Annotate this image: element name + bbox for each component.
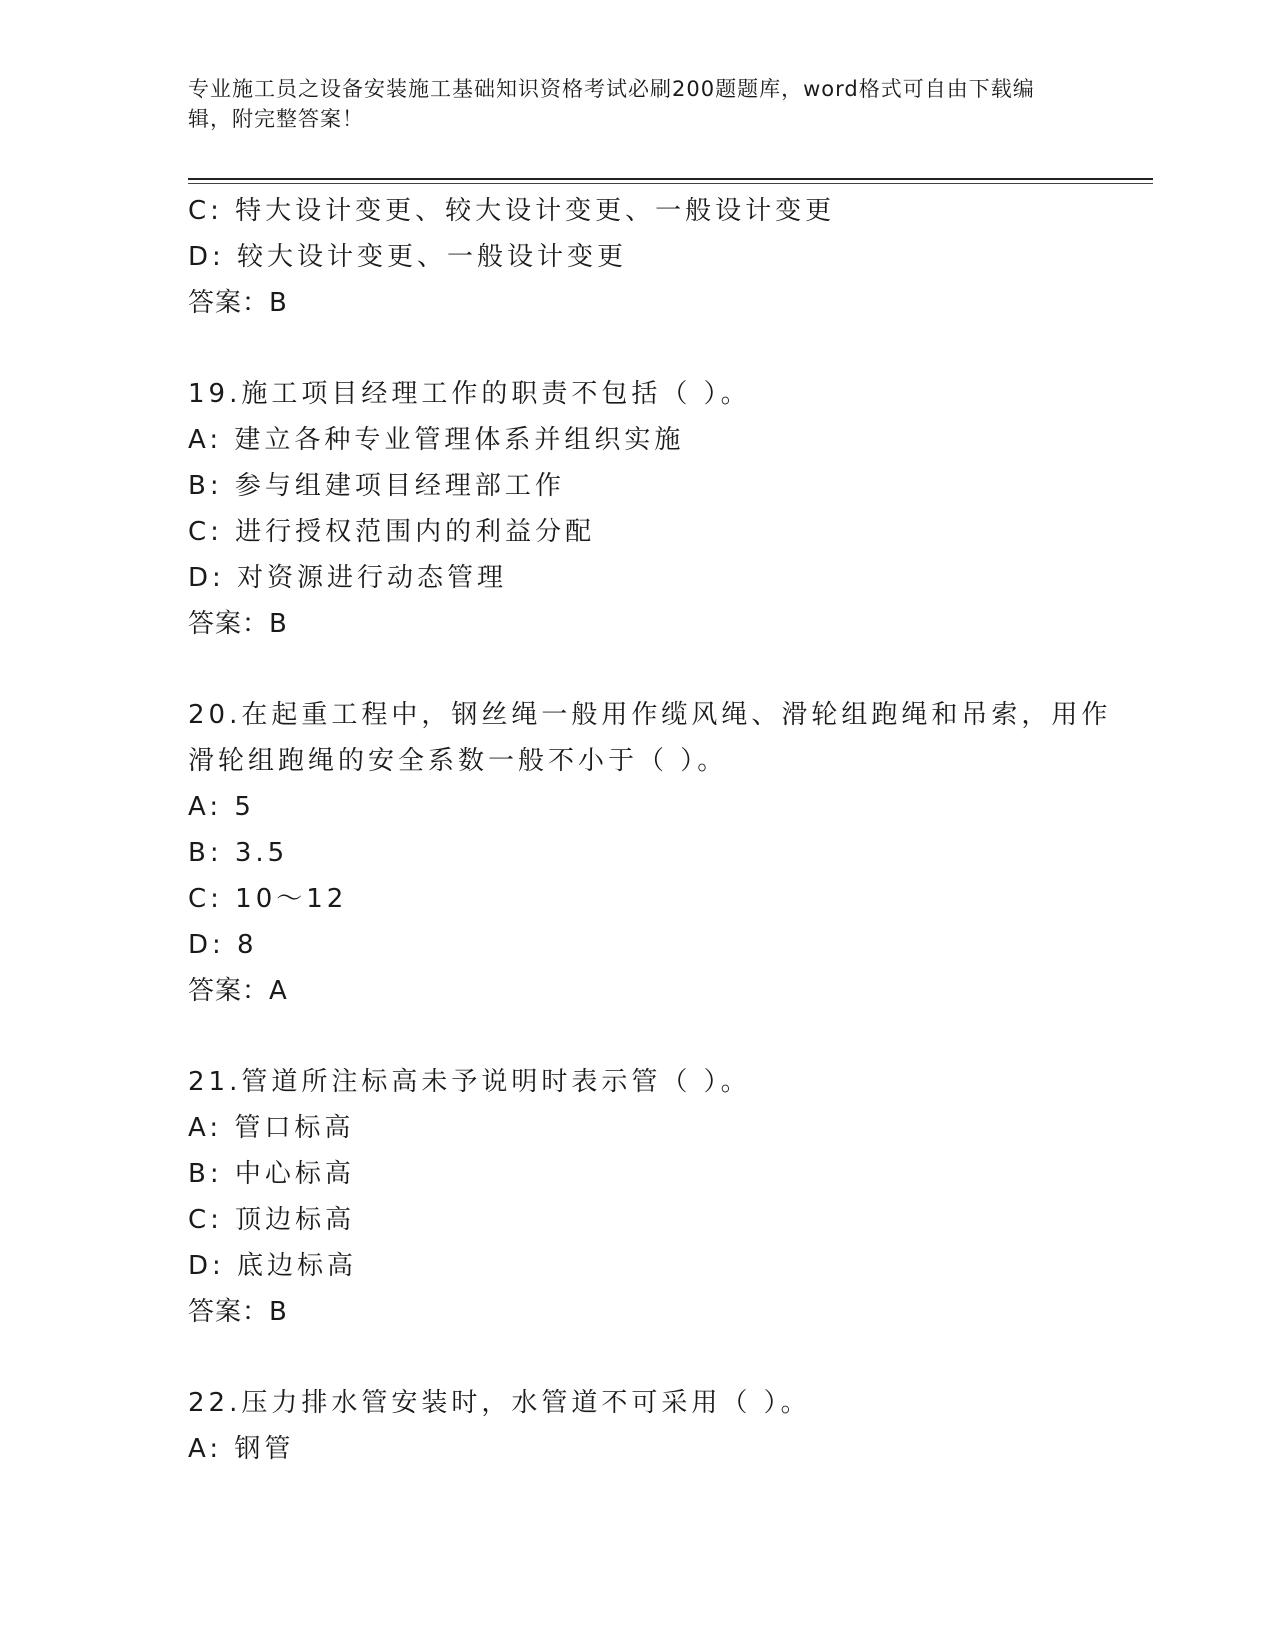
option-c: C: 顶边标高 [188,1205,356,1235]
question-19 [188,371,1088,647]
option-c: C: 进行授权范围内的利益分配 [188,517,596,547]
option-b: B: 中心标高 [188,1159,355,1189]
question-list [188,188,1112,1472]
document-header [188,74,1068,134]
option-d: D: 对资源进行动态管理 [188,563,508,593]
answer-line: 答案：B [188,609,288,639]
option-a: A: 5 [188,792,255,822]
option-d: D: 较大设计变更、一般设计变更 [188,242,628,272]
document-title: 专业施工员之设备安装施工基础知识资格考试必刷200题题库，word格式可自由下载编辑，附完整答案！ [188,77,1035,131]
option-c: C: 10～12 [188,884,348,914]
header-divider-thin [188,183,1153,184]
question-stem: 22.压力排水管安装时，水管道不可采用（ ）。 [188,1388,811,1418]
question-20 [188,692,1112,1014]
option-a: A: 建立各种专业管理体系并组织实施 [188,425,685,455]
option-d: D: 8 [188,930,258,960]
option-a: A: 钢管 [188,1434,295,1464]
question-stem-line-1: 20.在起重工程中，钢丝绳一般用作缆风绳、滑轮组跑绳和吊索，用作 [188,700,1112,730]
option-c: C: 特大设计变更、较大设计变更、一般设计变更 [188,196,836,226]
question-22 [188,1380,1088,1472]
header-divider-thick [188,178,1153,180]
option-a: A: 管口标高 [188,1113,355,1143]
option-b: B: 参与组建项目经理部工作 [188,471,565,501]
question-18-continued [188,188,1088,326]
question-21 [188,1059,1088,1335]
option-b: B: 3.5 [188,838,289,868]
answer-line: 答案：A [188,976,288,1006]
option-d: D: 底边标高 [188,1251,358,1281]
question-stem: 19.施工项目经理工作的职责不包括（ ）。 [188,379,751,409]
question-stem-line-2: 滑轮组跑绳的安全系数一般不小于（ ）。 [188,746,728,776]
question-stem: 21.管道所注标高未予说明时表示管（ ）。 [188,1067,751,1097]
answer-line: 答案：B [188,288,288,318]
answer-line: 答案：B [188,1297,288,1327]
